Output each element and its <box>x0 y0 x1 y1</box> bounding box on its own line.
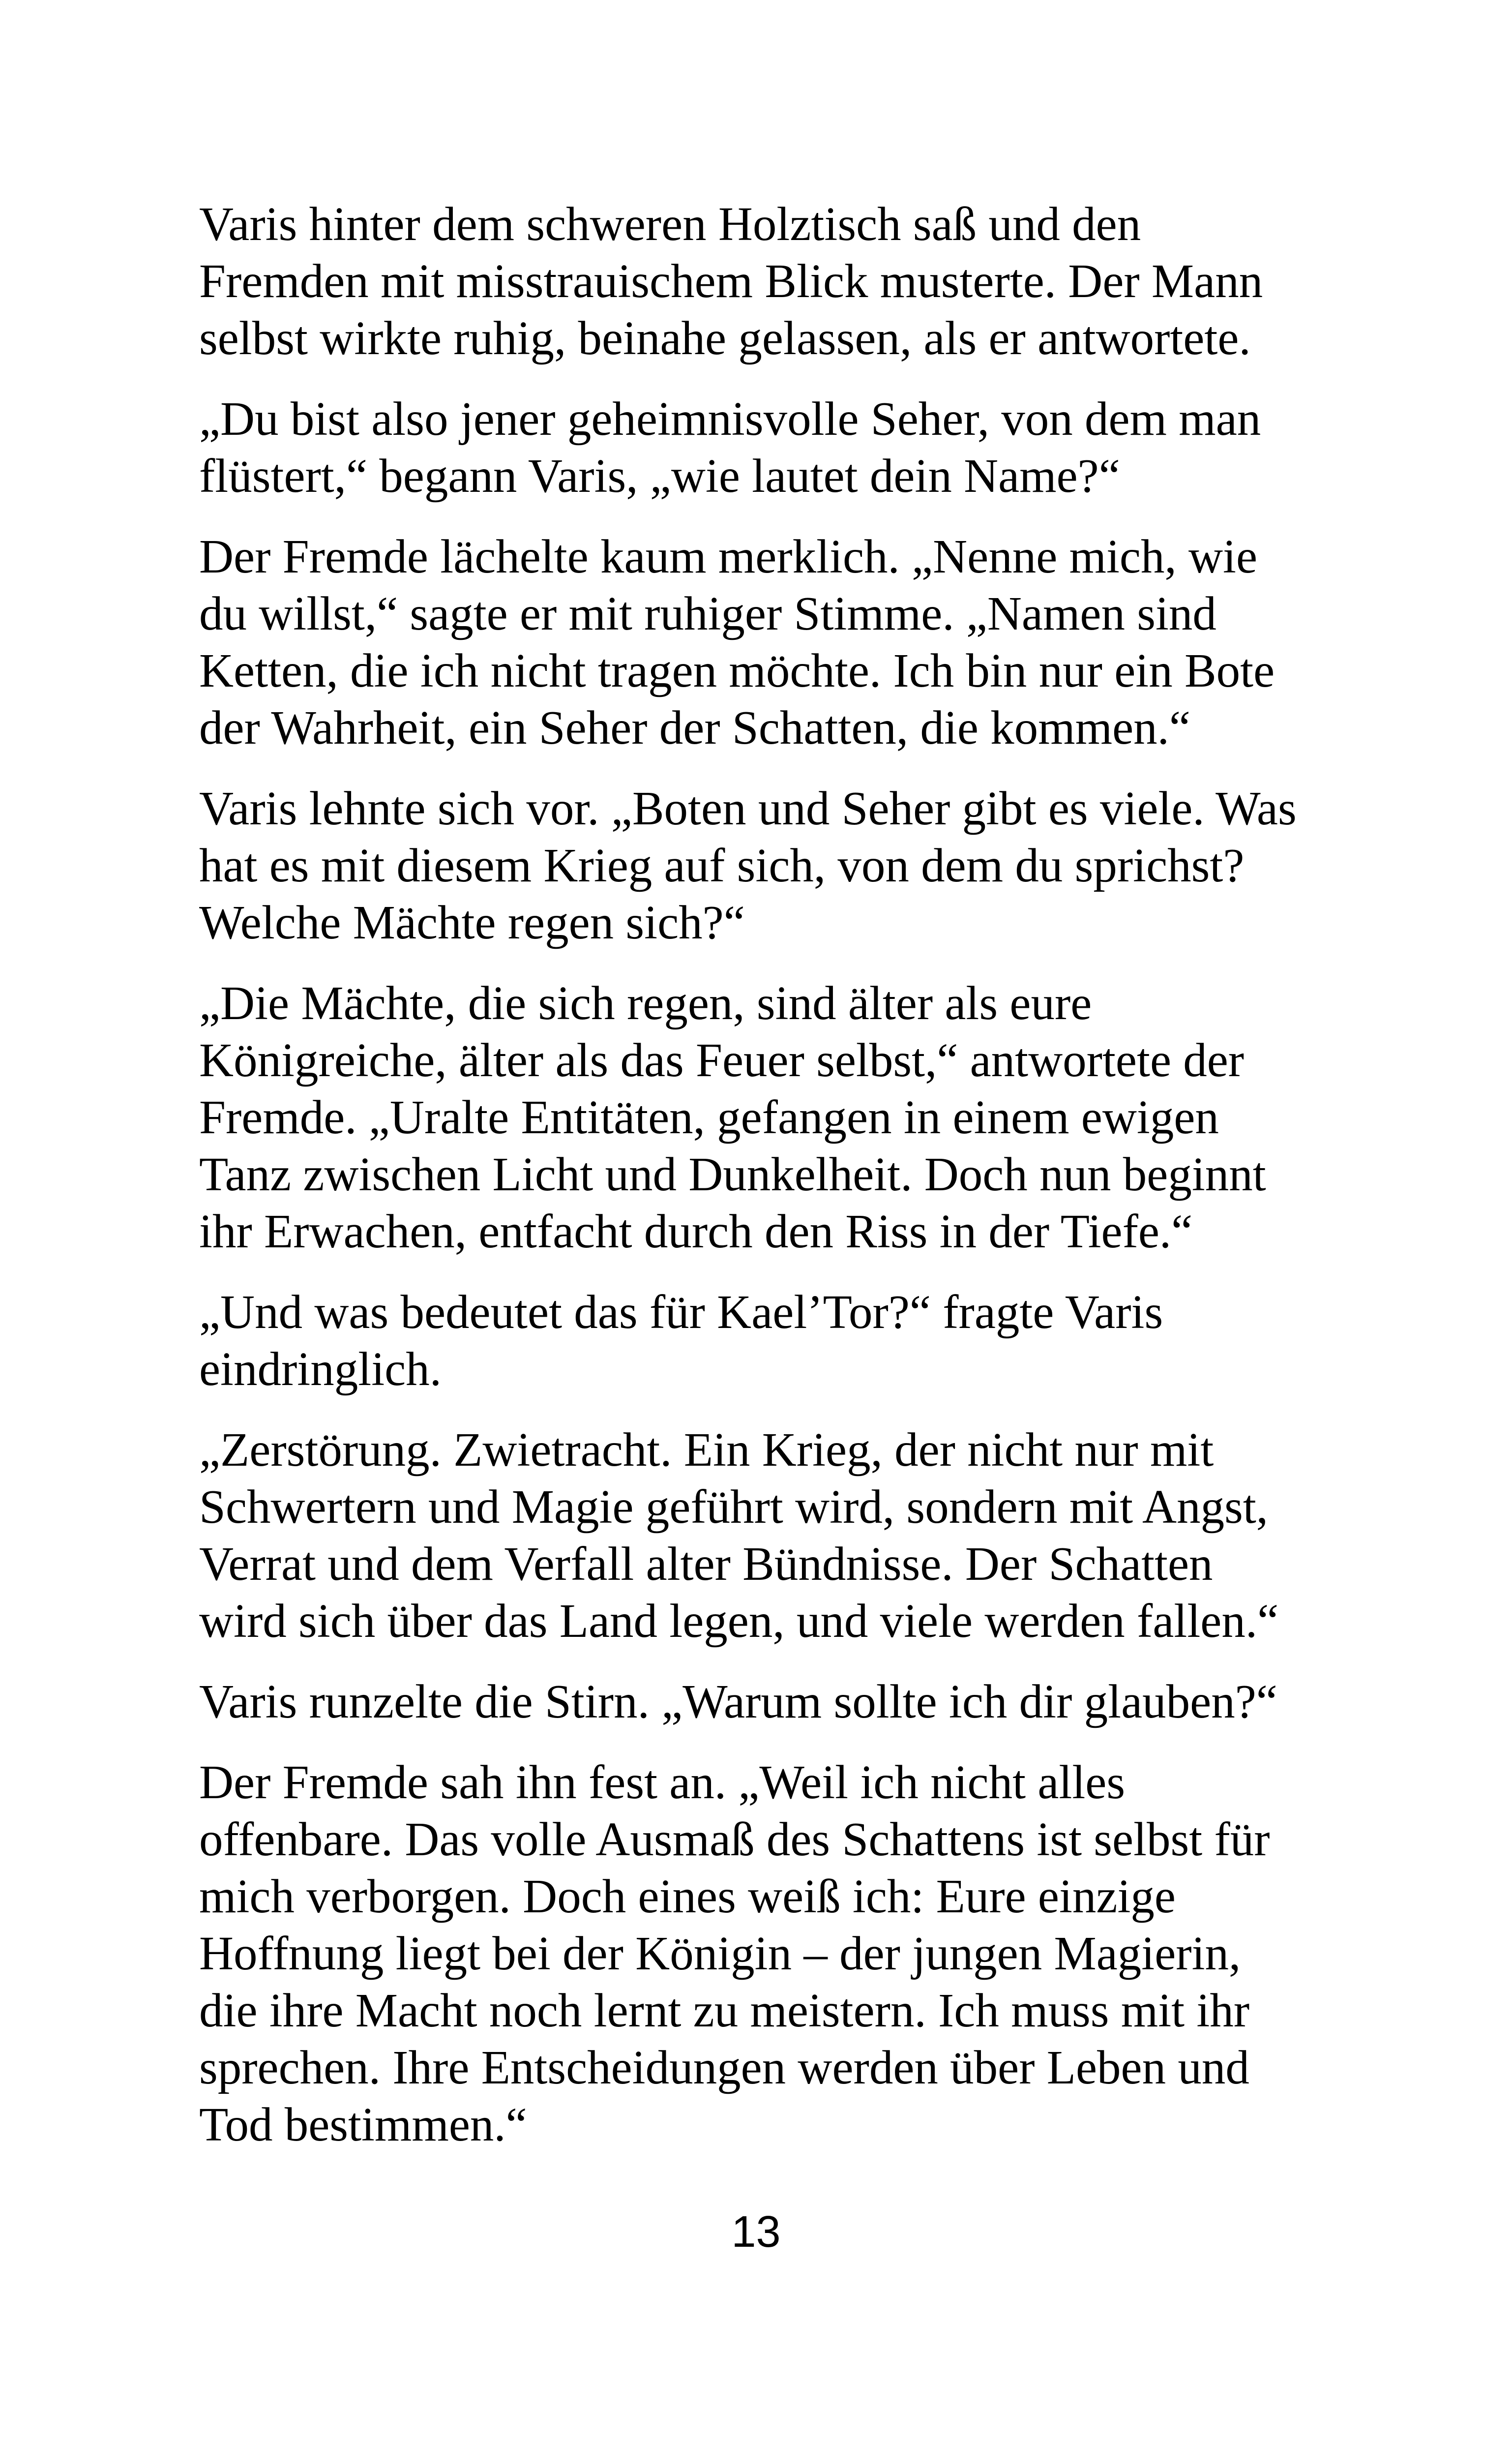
paragraph <box>199 1673 1369 1730</box>
text-line: Hoffnung liegt bei der Königin – der jungen Magierin, <box>199 1927 1241 1980</box>
text-line: Verrat und dem Verfall alter Bündnisse. Der Schatten <box>199 1538 1213 1590</box>
text-line: du willst,“ sagte er mit ruhiger Stimme. „Namen sind <box>199 587 1216 640</box>
text-line: Tod bestimmen.“ <box>199 2098 527 2151</box>
text-line: mich verborgen. Doch eines weiß ich: Eure einzige <box>199 1870 1176 1923</box>
text-line: „Die Mächte, die sich regen, sind älter als eure <box>199 977 1092 1029</box>
text-line: Der Fremde sah ihn fest an. „Weil ich nicht alles <box>199 1756 1126 1809</box>
text-line: Welche Mächte regen sich?“ <box>199 896 745 949</box>
text-line: „Zerstörung. Zwietracht. Ein Krieg, der nicht nur mit <box>199 1423 1214 1476</box>
text-line: wird sich über das Land legen, und viele werden fallen.“ <box>199 1595 1279 1647</box>
paragraph <box>199 780 1369 951</box>
paragraph <box>199 1284 1369 1398</box>
text-line: flüstert,“ begann Varis, „wie lautet dein Name?“ <box>199 450 1120 502</box>
text-line: „Du bist also jener geheimnisvolle Seher, von dem man <box>199 392 1261 445</box>
text-line: Tanz zwischen Licht und Dunkelheit. Doch nun beginnt <box>199 1148 1266 1201</box>
text-line: Schwertern und Magie geführt wird, sondern mit Angst, <box>199 1480 1269 1533</box>
paragraph <box>199 391 1369 505</box>
text-line: die ihre Macht noch lernt zu meistern. Ich muss mit ihr <box>199 1984 1250 2037</box>
text-line: Varis lehnte sich vor. „Boten und Seher gibt es viele. Was <box>199 782 1297 835</box>
text-line: hat es mit diesem Krieg auf sich, von dem du sprichst? <box>199 839 1245 892</box>
text-line: Königreiche, älter als das Feuer selbst,“ antwortete der <box>199 1034 1245 1086</box>
paragraph <box>199 196 1369 367</box>
text-line: der Wahrheit, ein Seher der Schatten, die kommen.“ <box>199 701 1190 754</box>
text-line: Varis runzelte die Stirn. „Warum sollte ich dir glauben?“ <box>199 1675 1277 1728</box>
paragraph <box>199 975 1369 1260</box>
text-line: selbst wirkte ruhig, beinahe gelassen, als er antwortete. <box>199 312 1251 364</box>
text-line: sprechen. Ihre Entscheidungen werden über Leben und <box>199 2041 1249 2094</box>
text-line: Fremden mit misstrauischem Blick musterte. Der Mann <box>199 255 1263 307</box>
text-line: offenbare. Das volle Ausmaß des Schattens ist selbst für <box>199 1813 1270 1866</box>
paragraph <box>199 1421 1369 1650</box>
text-line: ihr Erwachen, entfacht durch den Riss in der Tiefe.“ <box>199 1205 1193 1258</box>
paragraph <box>199 528 1369 756</box>
text-line: Fremde. „Uralte Entitäten, gefangen in einem ewigen <box>199 1091 1219 1144</box>
text-line: Der Fremde lächelte kaum merklich. „Nenne mich, wie <box>199 530 1257 583</box>
text-line: „Und was bedeutet das für Kael’Tor?“ fragte Varis <box>199 1286 1163 1338</box>
paragraph <box>199 1754 1369 2153</box>
text-line: Ketten, die ich nicht tragen möchte. Ich bin nur ein Bote <box>199 644 1275 697</box>
page-number: 13 <box>731 2207 781 2257</box>
body-text <box>199 196 1369 2177</box>
text-line: Varis hinter dem schweren Holztisch saß und den <box>199 198 1141 250</box>
text-line: eindringlich. <box>199 1343 442 1395</box>
